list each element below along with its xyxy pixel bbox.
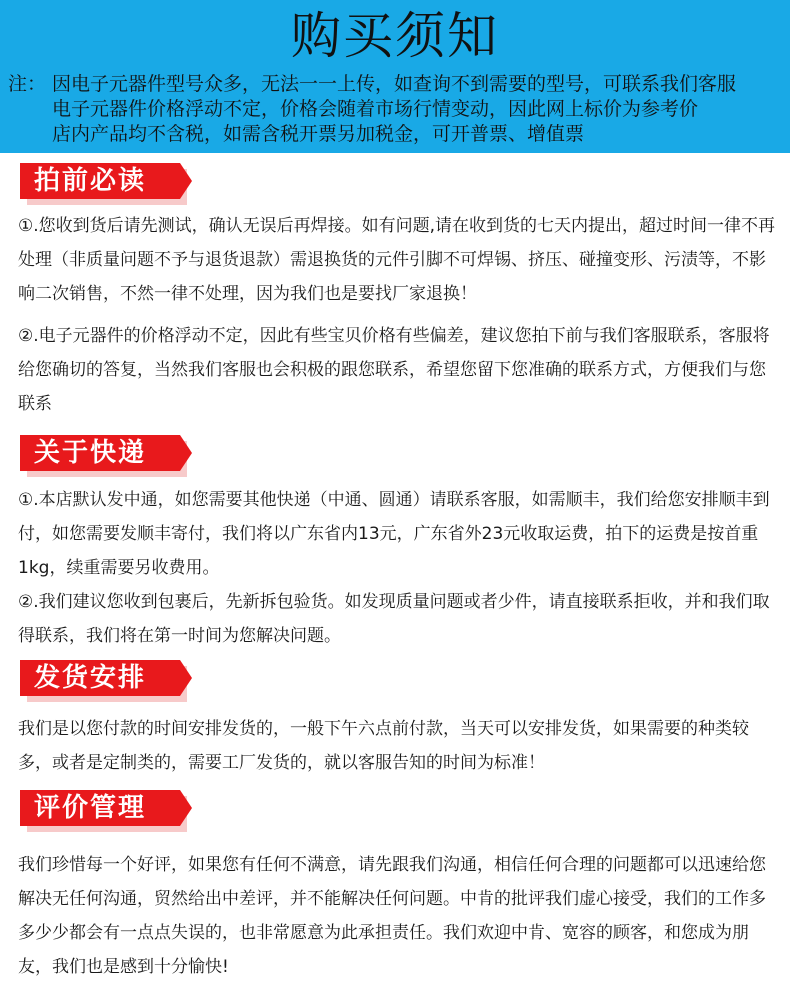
page-title: 购买须知 bbox=[291, 7, 499, 65]
paragraph: ②.电子元器件的价格浮动不定，因此有些宝贝价格有些偏差，建议您拍下前与我们客服联系，客服将给您确切的答复，当然我们客服也会积极的跟您联系，希望您留下您准确的联系方式，方便我们与您联系 bbox=[18, 326, 770, 414]
section-body-delivery bbox=[18, 712, 780, 780]
paragraph: ①.您收到货后请先测试，确认无误后再焊接。如有问题,请在收到货的七天内提出，超过时间一律不再处理（非质量问题不予与退货退款）需退换货的元件引脚不可焊锡、挤压、碰撞变形、污渍等，不影响二次销售，不然一律不处理，因为我们也是要找厂家退换！ bbox=[18, 216, 776, 304]
note-text: 店内产品均不含税，如需含税开票另加税金，可开普票、增值票 bbox=[52, 123, 585, 145]
paragraph: 我们是以您付款的时间安排发货的，一般下午六点前付款，当天可以安排发货，如果需要的种类较多，或者是定制类的，需要工厂发货的，就以客服告知的时间为标准！ bbox=[18, 719, 749, 773]
note-text: 电子元器件价格浮动不定，价格会随着市场行情变动，因此网上标价为参考价 bbox=[52, 98, 699, 120]
note-line bbox=[8, 122, 788, 147]
note-line bbox=[8, 72, 788, 97]
section-tag-delivery: 发货安排 bbox=[20, 660, 180, 696]
note-text: 因电子元器件型号众多，无法一一上传，如查询不到需要的型号，可联系我们客服 bbox=[52, 73, 737, 95]
section-body-read-before-buy bbox=[18, 209, 780, 421]
section-body-shipping bbox=[18, 483, 780, 653]
paragraph: ②.我们建议您收到包裹后，先新拆包验货。如发现质量问题或者少件，请直接联系拒收，并和我们取得联系，我们将在第一时间为您解决问题。 bbox=[18, 592, 770, 646]
notes-prefix: 注： bbox=[8, 73, 47, 95]
section-tag-shipping: 关于快递 bbox=[20, 435, 180, 471]
note-line bbox=[8, 97, 788, 122]
section-tag-read-before-buy: 拍前必读 bbox=[20, 163, 180, 199]
header-banner bbox=[0, 0, 790, 153]
paragraph: ①.本店默认发中通，如您需要其他快递（中通、圆通）请联系客服，如需顺丰，我们给您安排顺丰到付，如您需要发顺丰寄付，我们将以广东省内13元，广东省外23元收取运费，拍下的运费是按首重1kg，续重需要另收费用。 bbox=[18, 490, 770, 578]
notes-block bbox=[8, 72, 788, 147]
paragraph: 我们珍惜每一个好评，如果您有任何不满意，请先跟我们沟通，相信任何合理的问题都可以迅速给您解决无任何沟通，贸然给出中差评，并不能解决任何问题。中肯的批评我们虚心接受，我们的工作多多少少都会有一点点失误的，也非常愿意为此承担责任。我们欢迎中肯、宽容的顾客，和您成为朋友，我们也是感到十分愉快! bbox=[18, 855, 766, 977]
section-body-reviews bbox=[18, 848, 780, 984]
section-tag-reviews: 评价管理 bbox=[20, 790, 180, 826]
